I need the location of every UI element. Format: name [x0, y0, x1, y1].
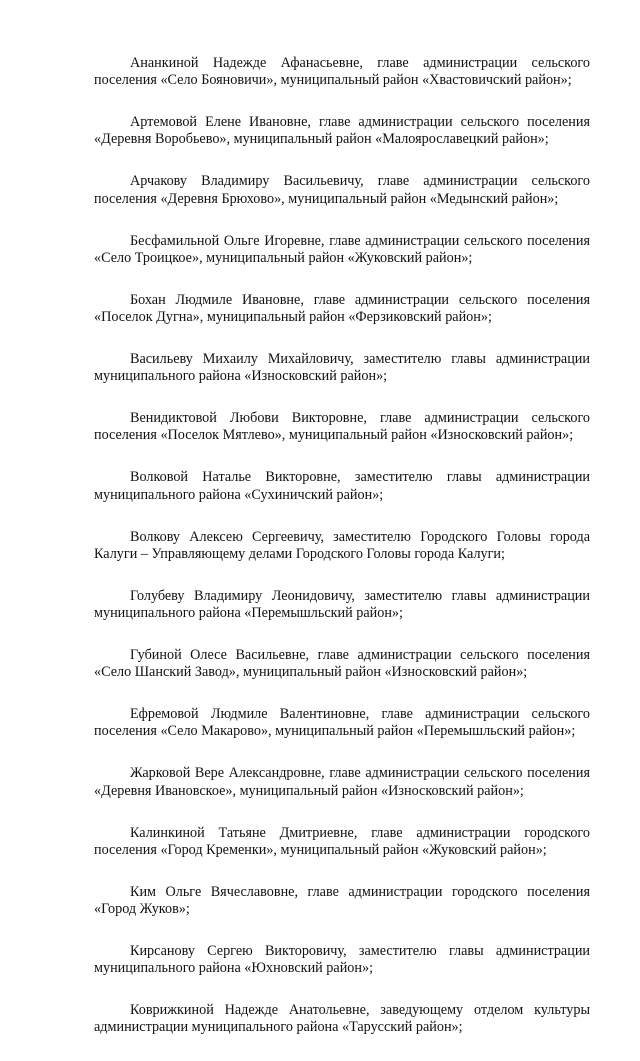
list-item: Артемовой Елене Ивановне, главе администрации сельского поселения «Деревня Воробьево», муниципальный район «Малоярославецкий район»; — [94, 114, 590, 148]
list-item: Голубеву Владимиру Леонидовичу, заместителю главы администрации муниципального района «Перемышльский район»; — [94, 587, 590, 622]
list-item: Бохан Людмиле Ивановне, главе администрации сельского поселения «Поселок Дугна», муниципальный район «Ферзиковский район»; — [94, 291, 590, 326]
list-item: Ананкиной Надежде Афанасьевне, главе администрации сельского поселения «Село Бояновичи», муниципальный район «Хвастовичский район»; — [94, 55, 590, 89]
list-item: Волковой Наталье Викторовне, заместителю главы администрации муниципального района «Сухиничский район»; — [94, 469, 590, 503]
list-item: Бесфамильной Ольге Игоревне, главе администрации сельского поселения «Село Троицкое», муниципальный район «Жуковский район»; — [94, 232, 590, 266]
list-item: Ким Ольге Вячеславовне, главе администрации городского поселения «Город Жуков»; — [94, 883, 590, 918]
list-item: Венидиктовой Любови Викторовне, главе администрации сельского поселения «Поселок Мятлево», муниципальный район «Износковский район»; — [94, 410, 590, 444]
list-item: Васильеву Михаилу Михайловичу, заместителю главы администрации муниципального района «Износковский район»; — [94, 351, 590, 385]
list-item: Кирсанову Сергею Викторовичу, заместителю главы администрации муниципального района «Юхновский район»; — [94, 943, 590, 977]
award-list — [94, 55, 590, 1061]
list-item: Волкову Алексею Сергеевичу, заместителю Городского Головы города Калуги – Управляющему делами Городского Головы города Калуги; — [94, 528, 590, 562]
list-item: Калинкиной Татьяне Дмитриевне, главе администрации городского поселения «Город Кременки», муниципальный район «Жуковский район»; — [94, 824, 590, 858]
list-item: Ефремовой Людмиле Валентиновне, главе администрации сельского поселения «Село Макарово», муниципальный район «Перемышльский район»; — [94, 706, 590, 740]
list-item: Арчакову Владимиру Васильевичу, главе администрации сельского поселения «Деревня Брюхово», муниципальный район «Медынский район»; — [94, 173, 590, 207]
list-item: Губиной Олесе Васильевне, главе администрации сельского поселения «Село Шанский Завод», муниципальный район «Износковский район»; — [94, 647, 590, 681]
list-item: Жарковой Вере Александровне, главе администрации сельского поселения «Деревня Ивановское», муниципальный район «Износковский район»; — [94, 765, 590, 799]
list-item: Коврижкиной Надежде Анатольевне, заведующему отделом культуры администрации муниципального района «Тарусский район»; — [94, 1002, 590, 1036]
